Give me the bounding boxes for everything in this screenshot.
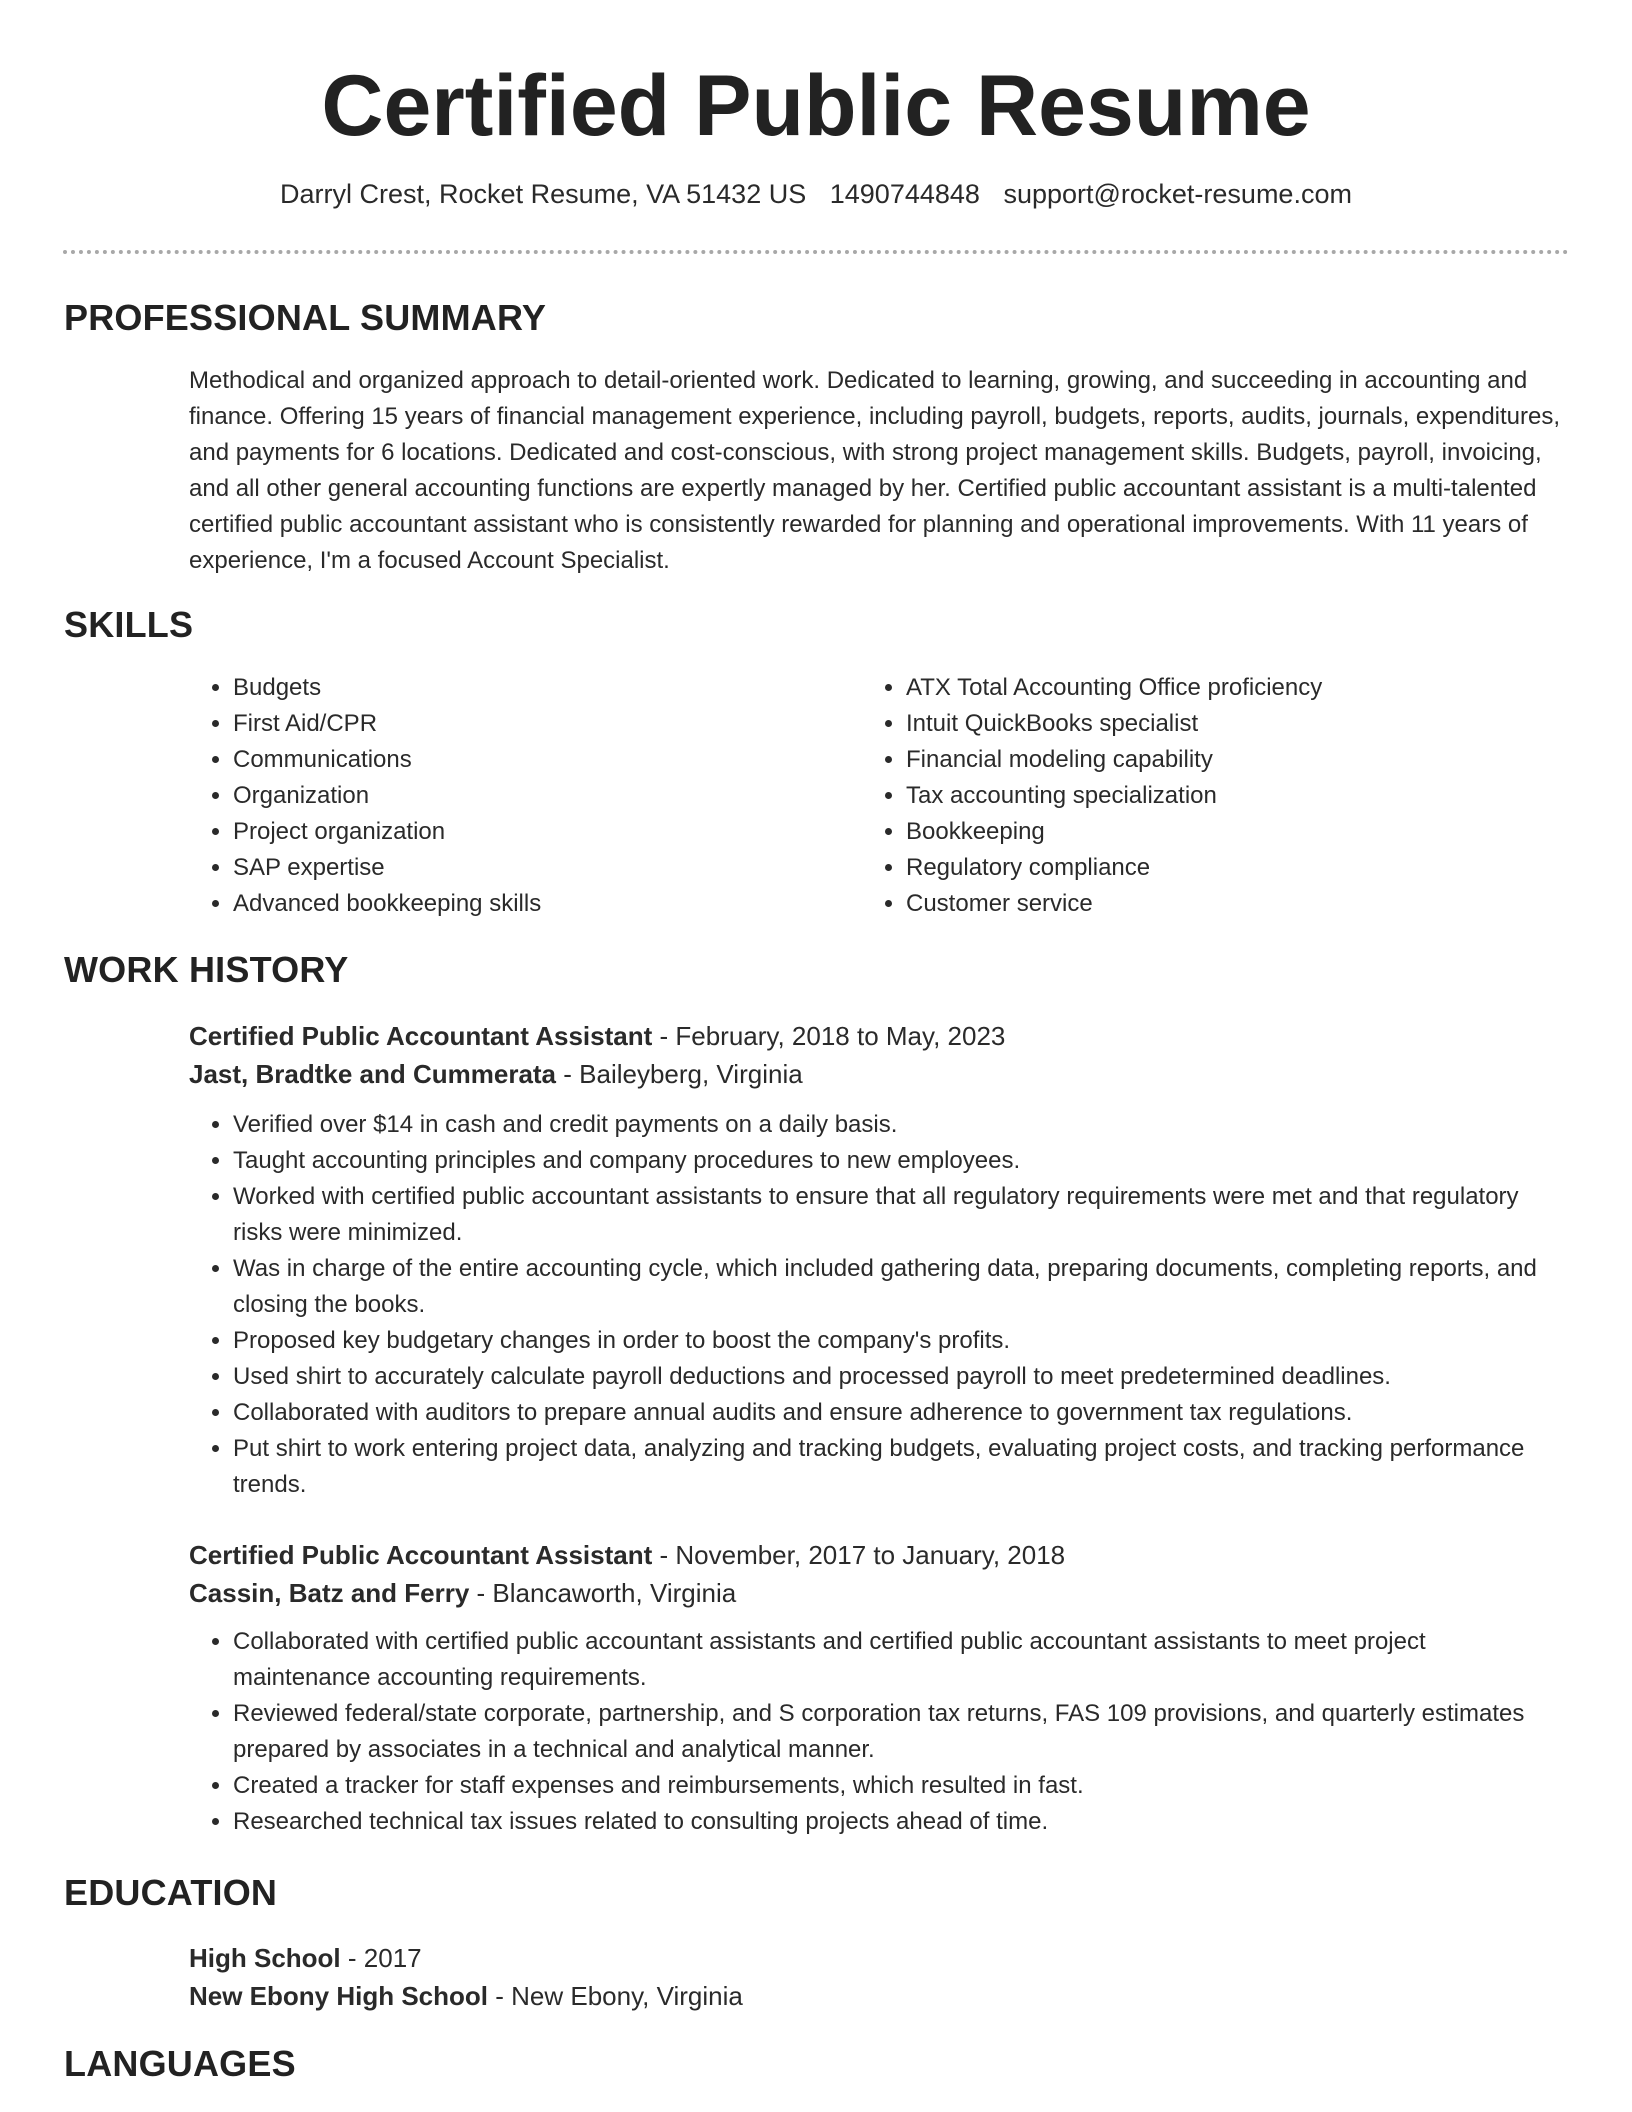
- skill-item: • Budgets: [233, 670, 829, 706]
- job-bullets: [189, 1107, 1569, 1503]
- contact-line: [0, 179, 1632, 210]
- job-bullet: • Proposed key budgetary changes in order to boost the company's profits.: [233, 1323, 1569, 1359]
- skill-item: • Regulatory compliance: [906, 850, 1562, 886]
- job-company-line: [189, 1574, 1569, 1612]
- skill-item: • Tax accounting specialization: [906, 778, 1562, 814]
- education-school: New Ebony High School: [189, 1981, 489, 2011]
- job-entry: [189, 1536, 1569, 1840]
- job-company-line: [189, 1055, 1569, 1093]
- job-dates: - February, 2018 to May, 2023: [652, 1021, 1006, 1051]
- skills-right-column: [862, 670, 1562, 922]
- languages-heading: LANGUAGES: [64, 2043, 296, 2084]
- job-role: Certified Public Accountant Assistant: [189, 1540, 653, 1570]
- job-bullet: • Worked with certified public accountant assistants to ensure that all regulatory requirements were met and that regulatory risks were minimized.: [233, 1179, 1569, 1251]
- job-company: Jast, Bradtke and Cummerata: [189, 1059, 557, 1089]
- job-bullet: • Created a tracker for staff expenses and reimbursements, which resulted in fast.: [233, 1768, 1569, 1804]
- job-bullet: • Verified over $14 in cash and credit payments on a daily basis.: [233, 1107, 1569, 1143]
- header-divider: [63, 250, 1569, 254]
- job-location: - Baileyberg, Virginia: [556, 1059, 803, 1089]
- resume-title: Certified Public Resume: [321, 58, 1311, 154]
- education-degree-line: [189, 1939, 1569, 1977]
- skill-item: • ATX Total Accounting Office proficiency: [906, 670, 1562, 706]
- skill-item: • Organization: [233, 778, 829, 814]
- skill-item: • SAP expertise: [233, 850, 829, 886]
- contact-address: Darryl Crest, Rocket Resume, VA 51432 US: [280, 179, 807, 209]
- education-location: - New Ebony, Virginia: [488, 1981, 743, 2011]
- job-bullets: [189, 1624, 1569, 1840]
- summary-text: Methodical and organized approach to detail-oriented work. Dedicated to learning, growing, and succeeding in accounting and finance. Offering 15 years of financial management experience, including payroll, budgets, reports, audits, journals, expenditures, and payments for 6 locations. Dedicated and cost-conscious, with strong project management skills. Budgets, payroll, invoicing, and all other general accounting functions are expertly managed by her. Certified public accountant assistant is a multi-talented certified public accountant assistant who is consistently rewarded for planning and operational improvements. With 11 years of experience, I'm a focused Account Specialist.: [189, 367, 1561, 574]
- job-entry: [189, 1017, 1569, 1503]
- job-bullet: • Used shirt to accurately calculate payroll deductions and processed payroll to meet predetermined deadlines.: [233, 1359, 1569, 1395]
- contact-email: support@rocket-resume.com: [1003, 179, 1352, 209]
- education-school-line: [189, 1977, 1569, 2015]
- job-bullet: • Reviewed federal/state corporate, partnership, and S corporation tax returns, FAS 109 provisions, and quarterly estimates prepared by associates in a technical and analytical manner.: [233, 1696, 1569, 1768]
- skill-item: • Financial modeling capability: [906, 742, 1562, 778]
- skills-left-column: [189, 670, 829, 922]
- summary-heading: PROFESSIONAL SUMMARY: [64, 297, 547, 338]
- job-dates: - November, 2017 to January, 2018: [652, 1540, 1066, 1570]
- skill-item: • First Aid/CPR: [233, 706, 829, 742]
- education-heading: EDUCATION: [64, 1872, 278, 1913]
- skill-item: • Intuit QuickBooks specialist: [906, 706, 1562, 742]
- job-title-line: [189, 1017, 1569, 1055]
- skill-item: • Bookkeeping: [906, 814, 1562, 850]
- job-company: Cassin, Batz and Ferry: [189, 1578, 470, 1608]
- education-entry: [189, 1939, 1569, 2015]
- skill-item: • Project organization: [233, 814, 829, 850]
- job-role: Certified Public Accountant Assistant: [189, 1021, 653, 1051]
- job-bullet: • Collaborated with certified public accountant assistants and certified public accountant assistants to meet project maintenance accounting requirements.: [233, 1624, 1569, 1696]
- job-bullet: • Was in charge of the entire accounting cycle, which included gathering data, preparing documents, completing reports, and closing the books.: [233, 1251, 1569, 1323]
- job-bullet: • Taught accounting principles and company procedures to new employees.: [233, 1143, 1569, 1179]
- job-bullet: • Researched technical tax issues related to consulting projects ahead of time.: [233, 1804, 1569, 1840]
- skills-left-list: [189, 670, 829, 922]
- skill-item: • Advanced bookkeeping skills: [233, 886, 829, 922]
- contact-phone: 1490744848: [829, 179, 980, 209]
- skill-item: • Communications: [233, 742, 829, 778]
- skill-item: • Customer service: [906, 886, 1562, 922]
- education-degree: High School: [189, 1943, 341, 1973]
- job-bullet: • Put shirt to work entering project data, analyzing and tracking budgets, evaluating project costs, and tracking performance trends.: [233, 1431, 1569, 1503]
- skills-heading: SKILLS: [64, 604, 194, 645]
- work-history-heading: WORK HISTORY: [64, 949, 349, 990]
- education-year: - 2017: [340, 1943, 422, 1973]
- job-bullet: • Collaborated with auditors to prepare annual audits and ensure adherence to government tax regulations.: [233, 1395, 1569, 1431]
- skills-right-list: [862, 670, 1562, 922]
- job-location: - Blancaworth, Virginia: [469, 1578, 737, 1608]
- job-title-line: [189, 1536, 1569, 1574]
